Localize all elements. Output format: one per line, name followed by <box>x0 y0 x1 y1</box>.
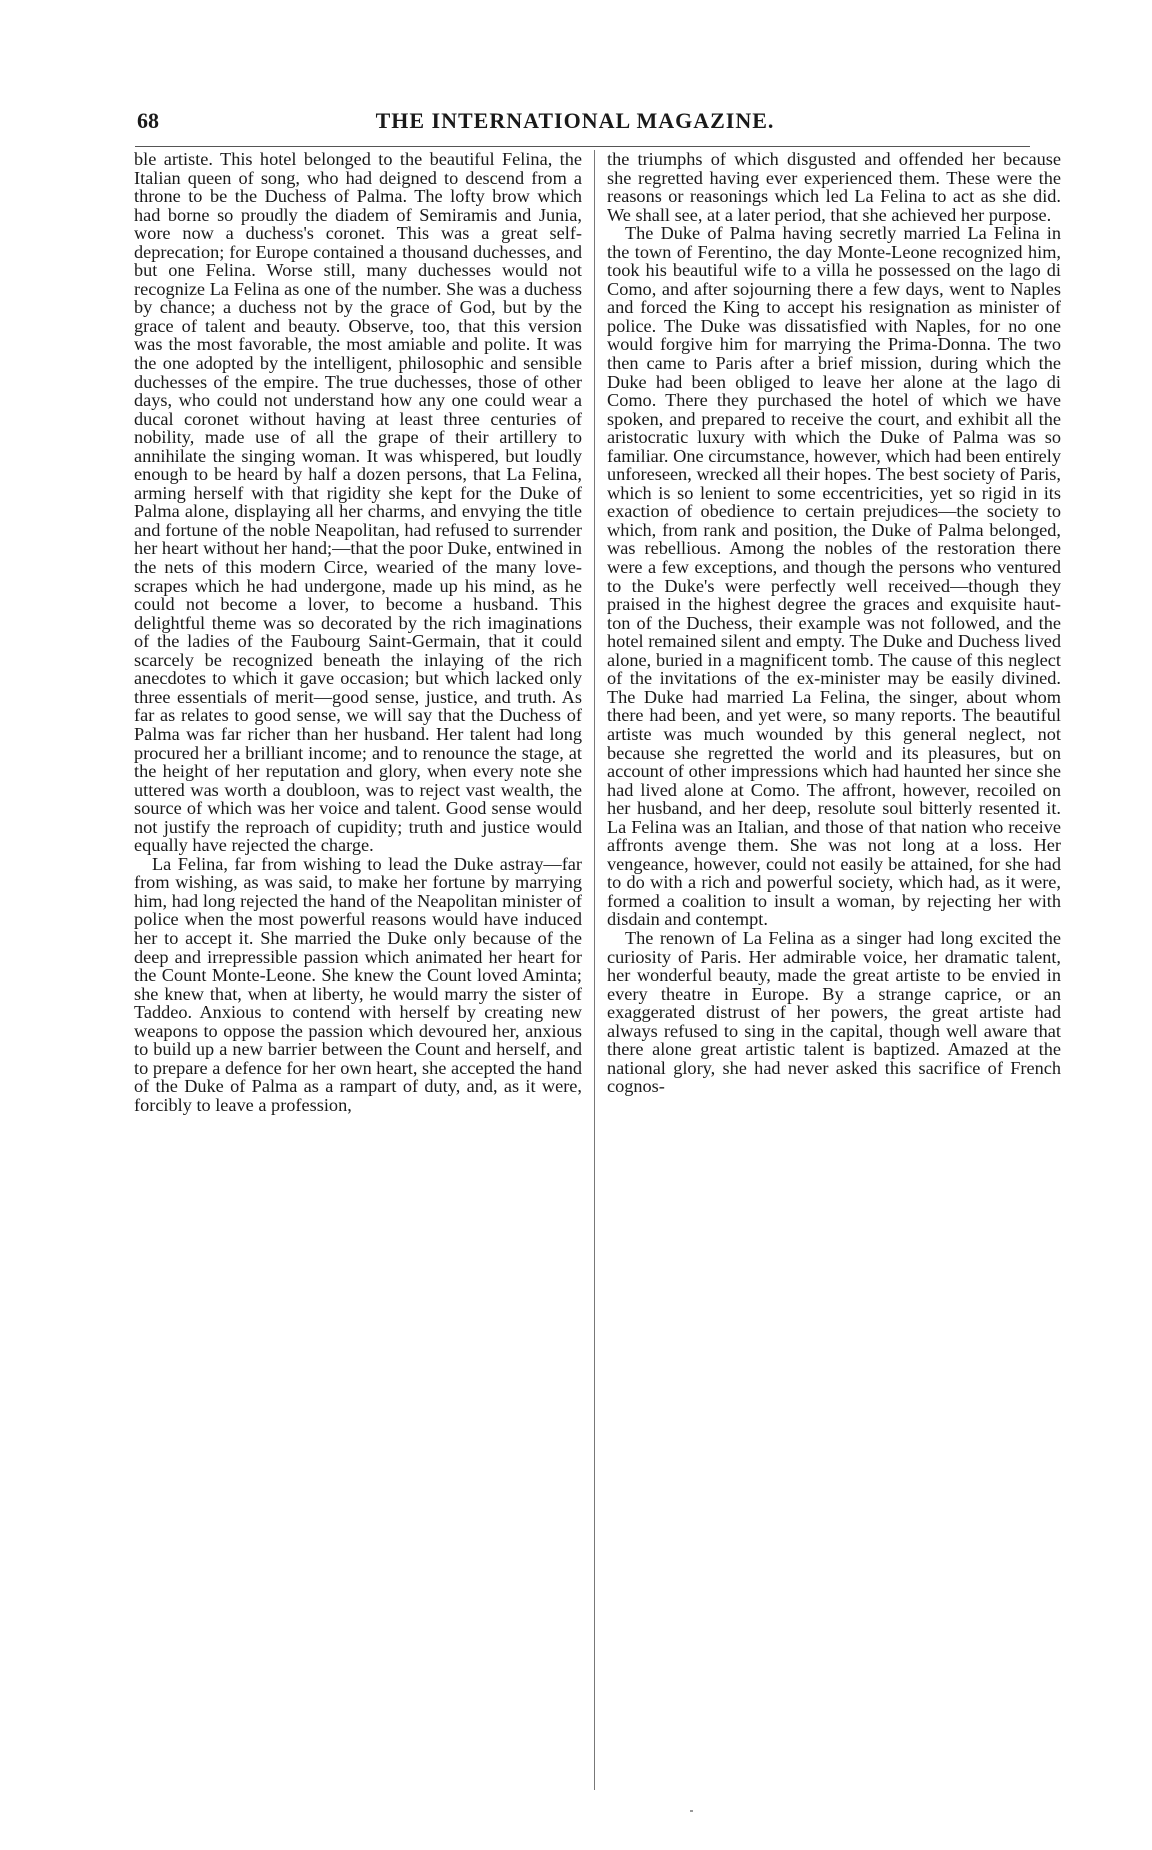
page-number: 68 <box>137 108 159 133</box>
paragraph: the triumphs of which disgusted and offended her because she regretted having ever experienced them. These were the reasons or reasonings which led La Felina to act as she did. We shall see, at a later period, that she achieved her purpose. <box>607 149 1061 225</box>
ink-speck <box>690 1810 693 1812</box>
right-column <box>607 150 1061 1096</box>
header-rule <box>135 146 1030 147</box>
paragraph: ble artiste. This hotel belonged to the beautiful Felina, the Italian queen of song, who had deigned to descend from a throne to be the Duchess of Palma. The lofty brow which had borne so proudly the diadem of Semiramis and Junia, wore now a duchess's coronet. This was a great self-deprecation; for Europe contained a thousand duchesses, and but one Felina. Worse still, many duchesses would not recognize La Felina as one of the number. She was a duchess by chance; a duchess not by the grace of God, but by the grace of talent and beauty. Observe, too, that this version was the most favorable, the most amiable and polite. It was the one adopted by the intelligent, philosophic and sensible duchesses of the empire. The true duchesses, those of other days, who could not understand how any one could wear a ducal coronet without having at least three centuries of nobility, made use of all the grape of their artillery to annihilate the singing woman. It was whispered, but loudly enough to be heard by half a dozen persons, that La Felina, arming herself with that rigidity she kept for the Duke of Palma alone, displaying all her charms, and envying the title and fortune of the noble Neapolitan, had refused to surrender her heart without her hand;—that the poor Duke, entwined in the nets of this modern Circe, wearied of the many love-scrapes which he had undergone, made up his mind, as he could not become a lover, to become a husband. This delightful theme was so decorated by the rich imaginations of the ladies of the Faubourg Saint-Germain, that it could scarcely be recognized beneath the inlaying of the rich anecdotes to which it gave occasion; but which lacked only three essentials of merit—good sense, justice, and truth. As far as relates to good sense, we will say that the Duchess of Palma was far richer than her husband. Her talent had long procured her a brilliant income; and to renounce the stage, at the height of her reputation and glory, when every note she uttered was worth a doubloon, was to reject vast wealth, the source of which was her voice and talent. Good sense would not justify the reproach of cupidity; truth and justice would equally have rejected the charge. <box>134 149 582 856</box>
paragraph: The Duke of Palma having secretly married La Felina in the town of Ferentino, the day Monte-Leone recognized him, took his beautiful wife to a villa he possessed on the lago di Como, and after sojourning there a few days, went to Naples and forced the King to accept his resignation as minister of police. The Duke was dissatisfied with Naples, for no one would forgive him for marrying the Prima-Donna. The two then came to Paris after a brief mission, during which the Duke had been obliged to leave her alone at the lago di Como. There they purchased the hotel of which we have spoken, and prepared to receive the court, and exhibit all the aristocratic luxury with which the Duke of Palma was so familiar. One circumstance, however, which had been entirely unforeseen, wrecked all their hopes. The best society of Paris, which is so lenient to some eccentricities, yet so rigid in its exaction of obedience to certain prejudices—the society to which, from rank and position, the Duke of Palma belonged, was rebellious. Among the nobles of the restoration there were a few exceptions, and though the persons who ventured to the Duke's were perfectly well received—though they praised in the highest degree the graces and exquisite haut-ton of the Duchess, their example was not followed, and the hotel remained silent and empty. The Duke and Duchess lived alone, buried in a magnificent tomb. The cause of this neglect of the invitations of the ex-minister may be easily divined. The Duke had married La Felina, the singer, about whom there had been, and yet were, so many reports. The beautiful artiste was much wounded by this general neglect, not because she regretted the world and its pleasures, but on account of other impressions which had haunted her since she had lived alone at Como. The affront, however, recoiled on her husband, and her deep, resolute soul bitterly resented it. La Felina was an Italian, and those of that nation who receive affronts avenge them. She was not long at a loss. Her vengeance, however, could not easily be attained, for she had to do with a rich and powerful society, which had, as it were, formed a coalition to insult a woman, by rejecting her with disdain and contempt. <box>607 223 1061 930</box>
column-divider <box>594 150 595 1790</box>
paragraph: La Felina, far from wishing to lead the Duke astray—far from wishing, as was said, to make her fortune by marrying him, had long rejected the hand of the Neapolitan minister of police when the most powerful reasons would have induced her to accept it. She married the Duke only because of the deep and irrepressible passion which animated her heart for the Count Monte-Leone. She knew the Count loved Aminta; she knew that, when at liberty, he would marry the sister of Taddeo. Anxious to contend with herself by creating new weapons to oppose the passion which devoured her, anxious to build up a new barrier between the Count and herself, and to prepare a defence for her own heart, she accepted the hand of the Duke of Palma as a rampart of duty, and, as it were, forcibly to leave a profession, <box>134 853 582 1115</box>
running-title: THE INTERNATIONAL MAGAZINE. <box>375 108 775 133</box>
left-column <box>134 150 582 1114</box>
page-header <box>125 108 1025 140</box>
paragraph: The renown of La Felina as a singer had long excited the curiosity of Paris. Her admirable voice, her dramatic talent, her wonderful beauty, made the great artiste to be envied in every theatre in Europe. By a strange caprice, or an exaggerated distrust of her powers, the great artiste had always refused to sing in the capital, though well aware that there alone great artistic talent is baptized. Amazed at the national glory, she had never asked this sacrifice of French cognos- <box>607 927 1061 1097</box>
